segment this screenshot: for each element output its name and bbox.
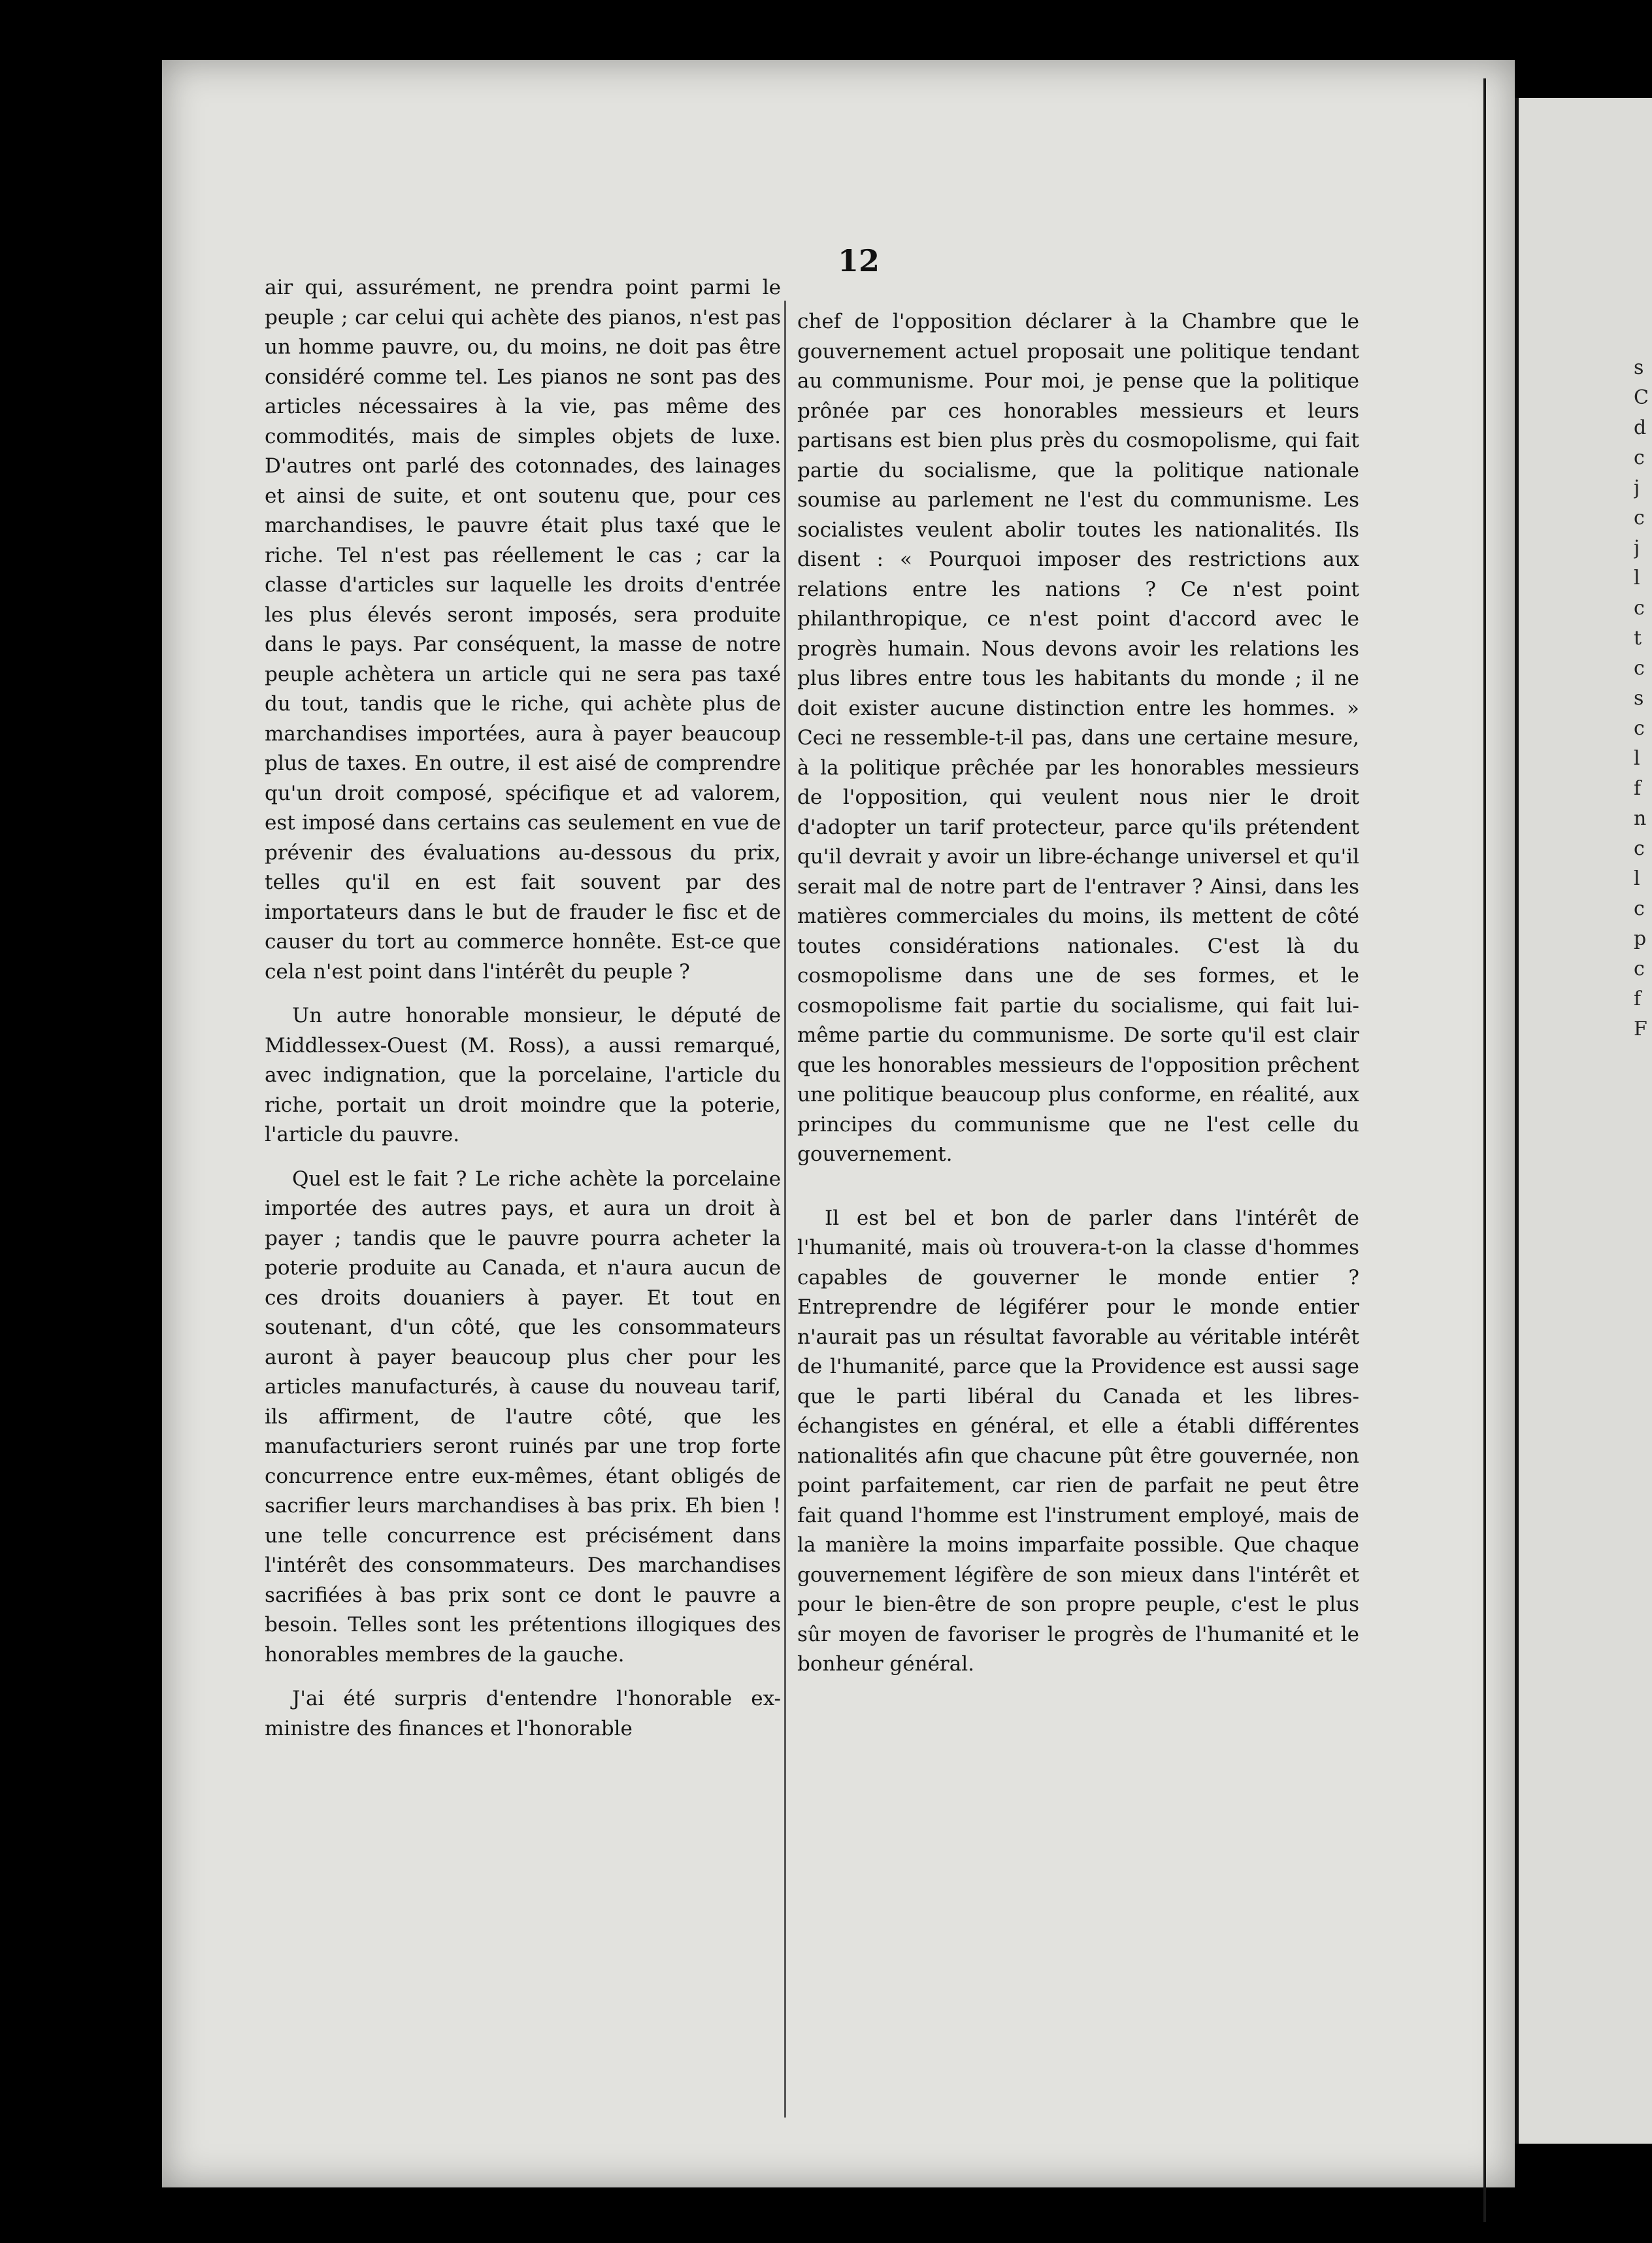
left-paragraph-2: Un autre honorable monsieur, le député de Middlessex-Ouest (M. Ross), a aussi remarqué, avec indignation, que la porcelaine, l'article du riche, portait un droit moindre que la poterie, l'article du pauvre.: [265, 1004, 781, 1146]
left-paragraph-3: Quel est le fait ? Le riche achète la porcelaine importée des autres pays, et aura un droit à payer ; tandis que le pauvre pourra acheter la poterie produite au Canada, et n'aura aucun de ces droits douaniers à payer. Et tout en soutenant, d'un côté, que les consommateurs auront à payer beaucoup plus cher pour les articles manufacturés, à cause du nouveau tarif, ils affirment, de l'autre côté, que les manufacturiers seront ruinés par une trop forte concurrence entre eux-mêmes, étant obligés de sacrifier leurs marchandises à bas prix. Eh bien ! une telle concurrence est précisément dans l'intérêt des consommateurs. Des marchandises sacrifiées à bas prix sont ce dont le pauvre a besoin. Telles sont les prétentions illogiques des honorables membres de la gauche.: [265, 1167, 781, 1667]
right-page-edge: [1515, 98, 1652, 2144]
left-paragraph-4: J'ai été surpris d'entendre l'honorable ex-ministre des finances et l'honorable: [265, 1687, 781, 1740]
page-gutter-edge: [1483, 78, 1486, 2222]
left-text-column: [265, 273, 781, 1744]
column-divider: [784, 301, 786, 2118]
left-paragraph-1: air qui, assurément, ne prendra point parmi le peuple ; car celui qui achète des pianos, n'est pas un homme pauvre, ou, du moins, ne doit pas être considéré comme tel. Les pianos ne sont pas des articles nécessaires à la vie, pas même des commodités, mais de simples objets de luxe. D'autres ont parlé des cotonnades, des lainages et ainsi de suite, et ont soutenu que, pour ces marchandises, le pauvre était plus taxé que le riche. Tel n'est pas réellement le cas ; car la classe d'articles sur laquelle les droits d'entrée les plus élevés seront imposés, sera produite dans le pays. Par conséquent, la masse de notre peuple achètera un article qui ne sera pas taxé du tout, tandis que le riche, qui achète plus de marchandises importées, aura à payer beaucoup plus de taxes. En outre, il est aisé de comprendre qu'un droit composé, spécifique et ad valorem, est imposé dans certains cas seulement en vue de prévenir des évaluations au-dessous du prix, telles qu'il en est fait souvent par des importateurs dans le but de frauder le fisc et de causer du tort au commerce honnête. Est-ce que cela n'est point dans l'intérêt du peuple ?: [265, 276, 781, 984]
page-number: 12: [838, 243, 880, 278]
right-paragraph-1: chef de l'opposition déclarer à la Chambre que le gouvernement actuel proposait une politique tendant au communisme. Pour moi, je pense que la politique prônée par ces honorables messieurs et leurs partisans est bien plus près du cosmopolisme, qui fait partie du socialisme, que la politique nationale soumise au parlement ne l'est du communisme. Les socialistes veulent abolir toutes les nationalités. Ils disent : « Pourquoi imposer des restrictions aux relations entre les nations ? Ce n'est point philanthropique, ce n'est point d'accord avec le progrès humain. Nous devons avoir les relations les plus libres entre tous les habitants du monde ; il ne doit exister aucune distinction entre les hommes. » Ceci ne ressemble-t-il pas, dans une certaine mesure, à la politique prêchée par les honorables messieurs de l'opposition, qui veulent nous nier le droit d'adopter un tarif protecteur, parce qu'ils prétendent qu'il devrait y avoir un libre-échange universel et qu'il serait mal de notre part de l'entraver ? Ainsi, dans les matières commerciales du moins, ils mettent de côté toutes considérations nationales. C'est là du cosmopolisme dans une de ses formes, et le cosmopolisme fait partie du socialisme, qui fait lui-même partie du communisme. De sorte qu'il est clair que les honorables messieurs de l'opposition prêchent une politique beaucoup plus conforme, en réalité, aux principes du communisme que ne l'est celle du gouvernement.: [797, 310, 1359, 1166]
right-page-cut-text: s C d c j c j l c t c s c l f n c l c p c f F: [1634, 356, 1649, 1040]
right-paragraph-2: Il est bel et bon de parler dans l'intérêt de l'humanité, mais où trouvera-t-on la classe d'hommes capables de gouverner le monde entier ? Entreprendre de légiférer pour le monde entier n'aurait pas un résultat favorable au véritable intérêt de l'humanité, parce que la Providence est aussi sage que le parti libéral du Canada et les libres-échangistes en général, et elle a établi différentes nationalités afin que chacune pût être gouvernée, non point parfaitement, car rien de parfait ne peut être fait quand l'homme est l'instrument employé, mais de la manière la moins imparfaite possible. Que chaque gouvernement légifère de son mieux dans l'intérêt et pour le bien-être de son propre peuple, c'est le plus sûr moyen de favoriser le progrès de l'humanité et le bonheur général.: [797, 1206, 1359, 1676]
right-text-column: [797, 307, 1359, 1680]
